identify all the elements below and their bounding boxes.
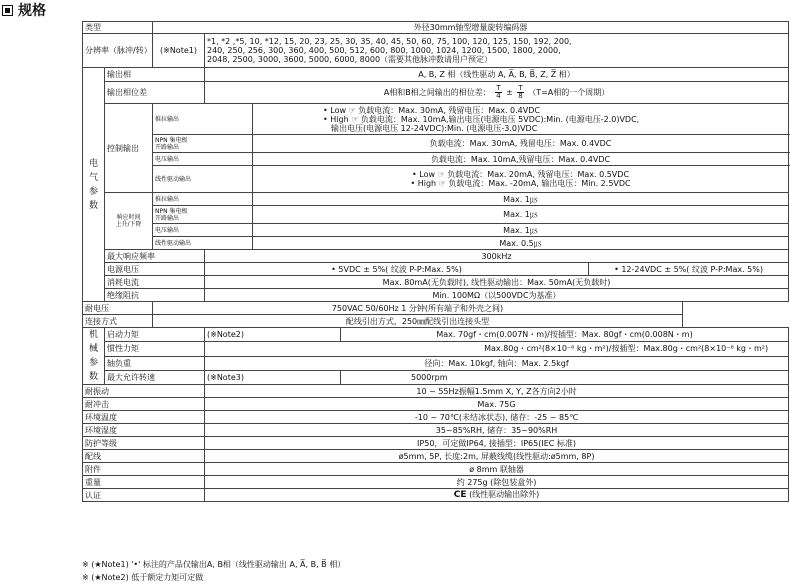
row-value	[253, 104, 789, 135]
table-row	[83, 237, 789, 250]
table-row	[83, 450, 789, 463]
table-row	[83, 424, 789, 437]
sub-label	[153, 135, 253, 153]
table-row	[83, 166, 789, 193]
row-label: 耐冲击	[83, 398, 205, 411]
row-value: 35~85%RH, 储存：35~90%RH	[205, 424, 789, 437]
fraction	[517, 85, 523, 100]
row-value	[205, 34, 789, 68]
note-ref: (※Note3)	[205, 370, 341, 384]
spec-table	[82, 21, 789, 502]
row-label: 最大响应频率	[105, 250, 205, 263]
row-label: 分辨率（脉冲/转）	[83, 34, 153, 68]
value-line: • Low ☞ 负载电流：Max. 30mA, 残留电压：Max. 0.4VDC	[323, 105, 540, 115]
row-label: 连接方式	[83, 315, 153, 328]
row-label: 惯性力矩	[105, 342, 205, 356]
row-value: 10 ~ 55Hz振幅1.5mm X, Y, Z各方向2小时	[205, 385, 789, 398]
sub-label: 电压输出	[153, 153, 253, 166]
row-value: 750VAC 50/60Hz 1 分钟(所有端子和外壳之间)	[153, 302, 683, 315]
approval-text: (线性驱动输出除外)	[469, 490, 540, 499]
table-row	[83, 302, 789, 315]
sub-label: 推拉输出	[153, 104, 253, 135]
row-value: Max. 1㎲	[253, 224, 789, 237]
table-row	[83, 104, 789, 135]
row-label: 环境温度	[83, 411, 205, 424]
table-row	[83, 370, 789, 384]
row-label: 认证	[83, 489, 205, 502]
row-value: 径向：Max. 10kgf, 轴向：Max. 2.5kgf	[205, 356, 789, 370]
table-row	[83, 34, 789, 68]
row-label: 配线	[83, 450, 205, 463]
table-row	[83, 315, 789, 328]
footnotes	[82, 558, 345, 584]
table-row	[83, 489, 789, 502]
row-value: 5000rpm	[341, 370, 789, 384]
row-value: Max. 1㎲	[253, 193, 789, 206]
table-row	[83, 276, 789, 289]
row-value: -10 ~ 70℃(未结冰状态), 储存：-25 ~ 85℃	[205, 411, 789, 424]
row-value: IP50，可定做IP64, 接插型：IP65(IEC 标准)	[205, 437, 789, 450]
row-label-line: 响应时间	[116, 214, 141, 221]
value-line: • Low ☞ 负载电流：Max. 20mA, 残留电压：Max. 0.5VDC	[412, 170, 630, 179]
row-value: • 5VDC ± 5%( 纹波 P-P:Max. 5%)	[205, 263, 589, 276]
table-row	[83, 289, 789, 302]
fraction-numerator: T	[518, 84, 523, 92]
ce-mark-icon: CE	[453, 490, 467, 500]
row-value: Max. 1㎲	[253, 206, 789, 224]
row-label: 消耗电流	[105, 276, 205, 289]
row-value: 负载电流：Max. 10mA,残留电压：Max. 0.4VDC	[253, 153, 789, 166]
sub-label-line: NPN 集电极	[155, 207, 188, 215]
sub-label: 线性驱动输出	[153, 237, 253, 250]
fraction-denominator: 8	[518, 92, 523, 100]
phase-suffix: （T=A相的一个周期）	[528, 88, 610, 97]
square-bullet-icon	[2, 5, 13, 16]
row-value: Max. 75G	[205, 398, 789, 411]
row-value: 300kHz	[205, 250, 789, 263]
sub-label-line: 开路输出	[155, 214, 180, 222]
sub-label: 电压输出	[153, 224, 253, 237]
row-label: 轴负重	[105, 356, 205, 370]
row-label: 类型	[83, 22, 153, 34]
value-line: • High ☞ 负载电流：Max. -20mA, 输出电压：Min. 2.5VDC	[410, 179, 631, 188]
table-row	[83, 385, 789, 398]
row-value: A, B, Z 相（线性驱动 A, A̅, B, B̅, Z, Z̅ 相）	[205, 68, 789, 82]
footnote: ※ (★Note2) 低于额定力矩可定做	[82, 573, 204, 582]
row-value: 配线引出方式，250㎜配线引出连接头型	[153, 315, 683, 328]
table-row	[83, 22, 789, 34]
fraction-denominator: 4	[496, 92, 501, 100]
row-label: 绝缘阻抗	[105, 289, 205, 302]
row-label: 重量	[83, 476, 205, 489]
plus-minus: ±	[506, 88, 513, 97]
row-value	[205, 489, 789, 502]
table-row	[83, 411, 789, 424]
table-row	[83, 68, 789, 82]
row-value: Max. 70gf・cm(0.007N・m)/按插型：Max. 80gf・cm(0.008N・m)	[341, 328, 789, 342]
table-row	[83, 437, 789, 450]
sub-label-line: 开路输出	[155, 143, 180, 151]
row-label: 输出相位差	[105, 82, 205, 104]
table-row	[83, 342, 789, 356]
table-row	[83, 250, 789, 263]
sub-label-line: NPN 集电极	[155, 136, 188, 144]
row-label: 环境湿度	[83, 424, 205, 437]
table-row	[83, 328, 789, 342]
row-value: 外径30mm轴型增量旋转编码器	[153, 22, 789, 34]
row-value: 约 275g (除包装盒外)	[205, 476, 789, 489]
row-value	[253, 166, 789, 193]
table-row	[83, 224, 789, 237]
table-row	[83, 153, 789, 166]
footnote: ※ (★Note1) '•' 标注的产品仅输出A, B相（线性驱动输出 A, A̅, B, B̅ 相）	[82, 560, 346, 569]
value-line: • High ☞ 负载电流：Max. 10mA,输出电压(电源电压 5VDC):Min. (电源电压-2.0)VDC,	[323, 114, 640, 124]
table-row	[83, 476, 789, 489]
fraction	[495, 85, 501, 100]
row-value: Max. 80mA(无负载时), 线性驱动输出：Max. 50mA(无负载时)	[205, 276, 789, 289]
value-line: 输出电压(电源电压 12-24VDC):Min. (电源电压-3.0)VDC	[331, 123, 538, 133]
table-row	[83, 135, 789, 153]
row-value: Max.80g・cm²(8×10⁻⁶ kg・m²)/按插型：Max.80g・cm²(8×10⁻⁶ kg・m²)	[205, 342, 789, 356]
row-label	[105, 193, 153, 250]
row-label: 耐振动	[83, 385, 205, 398]
row-label: 耐电压	[83, 302, 153, 315]
row-label: 防护等级	[83, 437, 205, 450]
row-value	[205, 82, 789, 104]
row-value: • 12-24VDC ± 5%( 纹波 P-P:Max. 5%)	[589, 263, 789, 276]
phase-prefix: A相和B相之间输出的相位差：	[383, 88, 491, 97]
row-label: 启动力矩	[105, 328, 205, 342]
sub-label: 推拉输出	[153, 193, 253, 206]
resolution-line: 2048, 2500, 3000, 3600, 5000, 6000, 8000（需要其他脉冲数请用户预定）	[207, 55, 493, 64]
section-title	[2, 0, 46, 20]
table-row	[83, 463, 789, 476]
row-label: 控制输出	[105, 104, 153, 193]
sub-label: 线性驱动输出	[153, 166, 253, 193]
table-row	[83, 206, 789, 224]
table-row	[83, 398, 789, 411]
table-row	[83, 356, 789, 370]
row-label-line: 上升/下降	[115, 221, 142, 228]
row-value: ø5mm, 5P, 长度:2m, 屏蔽线缆(线性驱动:ø5mm, 8P)	[205, 450, 789, 463]
row-label: 附件	[83, 463, 205, 476]
sub-label	[153, 206, 253, 224]
group-label-mechanical: 机械参数	[83, 328, 105, 385]
group-label-electrical: 电气参数	[83, 68, 105, 302]
note-ref: (※Note1)	[153, 34, 205, 68]
fraction-numerator: T	[496, 84, 501, 92]
row-value: Max. 0.5㎲	[253, 237, 789, 250]
row-value: ø 8mm 联轴器	[205, 463, 789, 476]
section-title-text: 规格	[18, 3, 46, 19]
row-label: 输出相	[105, 68, 205, 82]
table-row	[83, 263, 789, 276]
resolution-line: 240, 250, 256, 300, 360, 400, 500, 512, 600, 800, 1000, 1024, 1200, 1500, 1800, 2000,	[207, 46, 561, 55]
row-value: 负载电流：Max. 30mA, 残留电压：Max. 0.4VDC	[253, 135, 789, 153]
table-row	[83, 82, 789, 104]
resolution-line: *1, *2 ,*5, 10, *12, 15, 20, 23, 25, 30, 35, 40, 45, 50, 60, 75, 100, 120, 125, 150, 192, 200,	[207, 37, 572, 46]
row-label: 电源电压	[105, 263, 205, 276]
table-row	[83, 193, 789, 206]
row-label: 最大允许转速	[105, 370, 205, 384]
row-value: Min. 100MΩ（以500VDC为基准）	[205, 289, 789, 302]
note-ref: (※Note2)	[205, 328, 341, 342]
